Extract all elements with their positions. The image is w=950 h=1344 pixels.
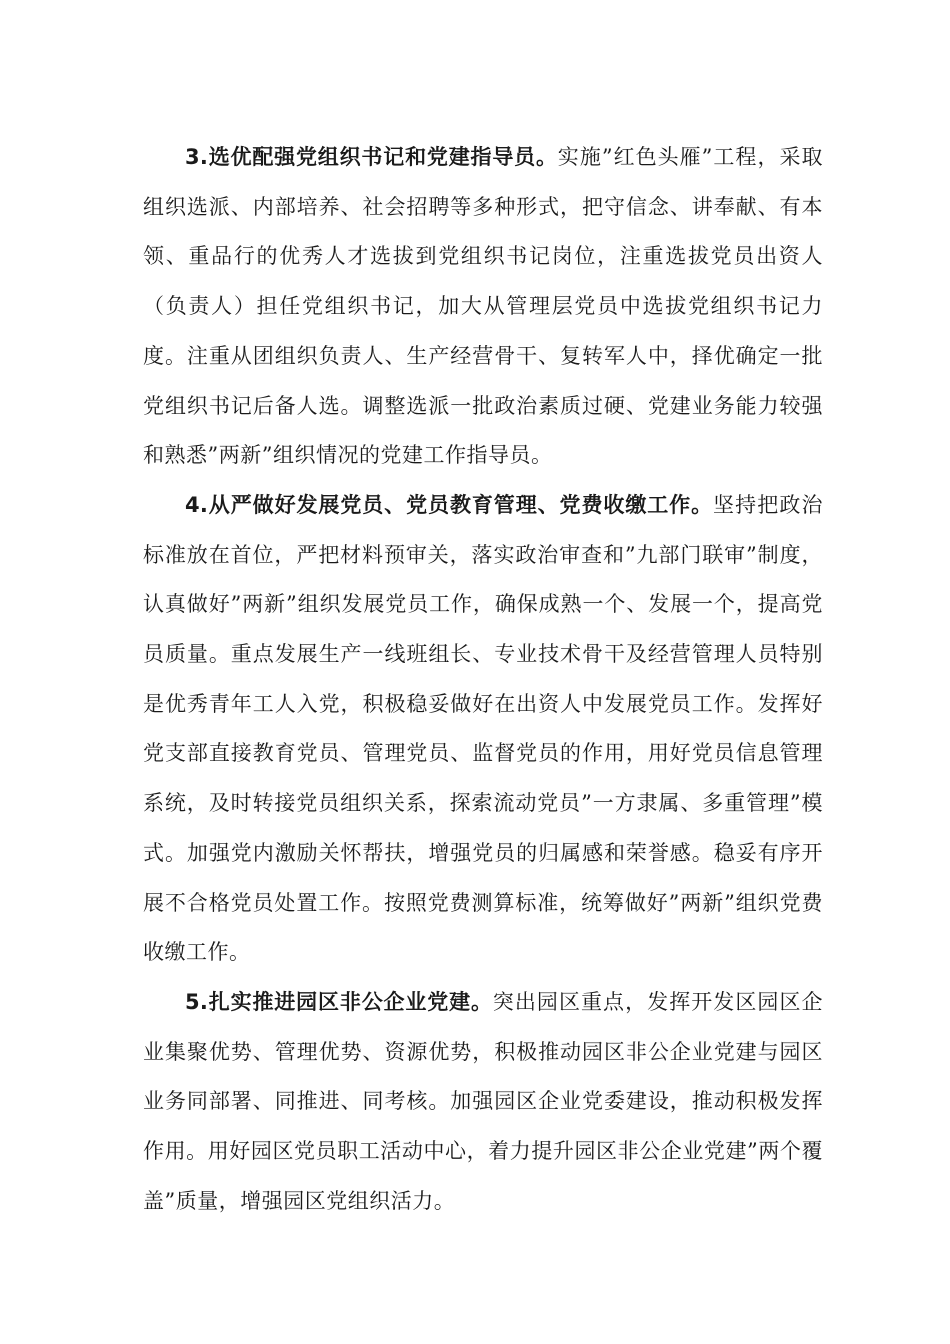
paragraph-body: 实施”红色头雁”工程，采取组织选派、内部培养、社会招聘等多种形式，把守信念、讲奉献、有本领、重品行的优秀人才选拔到党组织书记岗位，注重选拔党员出资人（负责人）担任党组织书记，加大从管理层党员中选拔党组织书记力度。注重从团组织负责人、生产经营骨干、复转军人中，择优确定一批党组织书记后备人选。调整选派一批政治素质过硬、党建业务能力较强和熟悉”两新”组织情况的党建工作指导员。 [143,145,823,468]
document-page [143,133,823,1226]
paragraph-body: 坚持把政治标准放在首位，严把材料预审关，落实政治审查和”九部门联审”制度，认真做好”两新”组织发展党员工作，确保成熟一个、发展一个，提高党员质量。重点发展生产一线班组长、专业技术骨干及经营管理人员特别是优秀青年工人入党，积极稳妥做好在出资人中发展党员工作。发挥好党支部直接教育党员、管理党员、监督党员的作用，用好党员信息管理系统，及时转接党员组织关系，探索流动党员”一方隶属、多重管理”模式。加强党内激励关怀帮扶，增强党员的归属感和荣誉感。稳妥有序开展不合格党员处置工作。按照党费测算标准，统筹做好”两新”组织党费收缴工作。 [143,492,824,965]
paragraph-member-development [143,481,823,978]
paragraph-park-party-building [143,978,823,1227]
paragraph-secretary-selection [143,133,823,481]
paragraph-heading: 4.从严做好发展党员、党员教育管理、党费收缴工作。 [185,492,714,517]
paragraph-heading: 5.扎实推进园区非公企业党建。 [185,989,493,1014]
paragraph-heading: 3.选优配强党组织书记和党建指导员。 [185,145,558,169]
paragraph-body: 突出园区重点，发挥开发区园区企业集聚优势、管理优势、资源优势，积极推动园区非公企业党建与园区业务同部署、同推进、同考核。加强园区企业党委建设，推动积极发挥作用。用好园区党员职工活动中心，着力提升园区非公企业党建”两个覆盖”质量，增强园区党组织活力。 [143,989,823,1213]
